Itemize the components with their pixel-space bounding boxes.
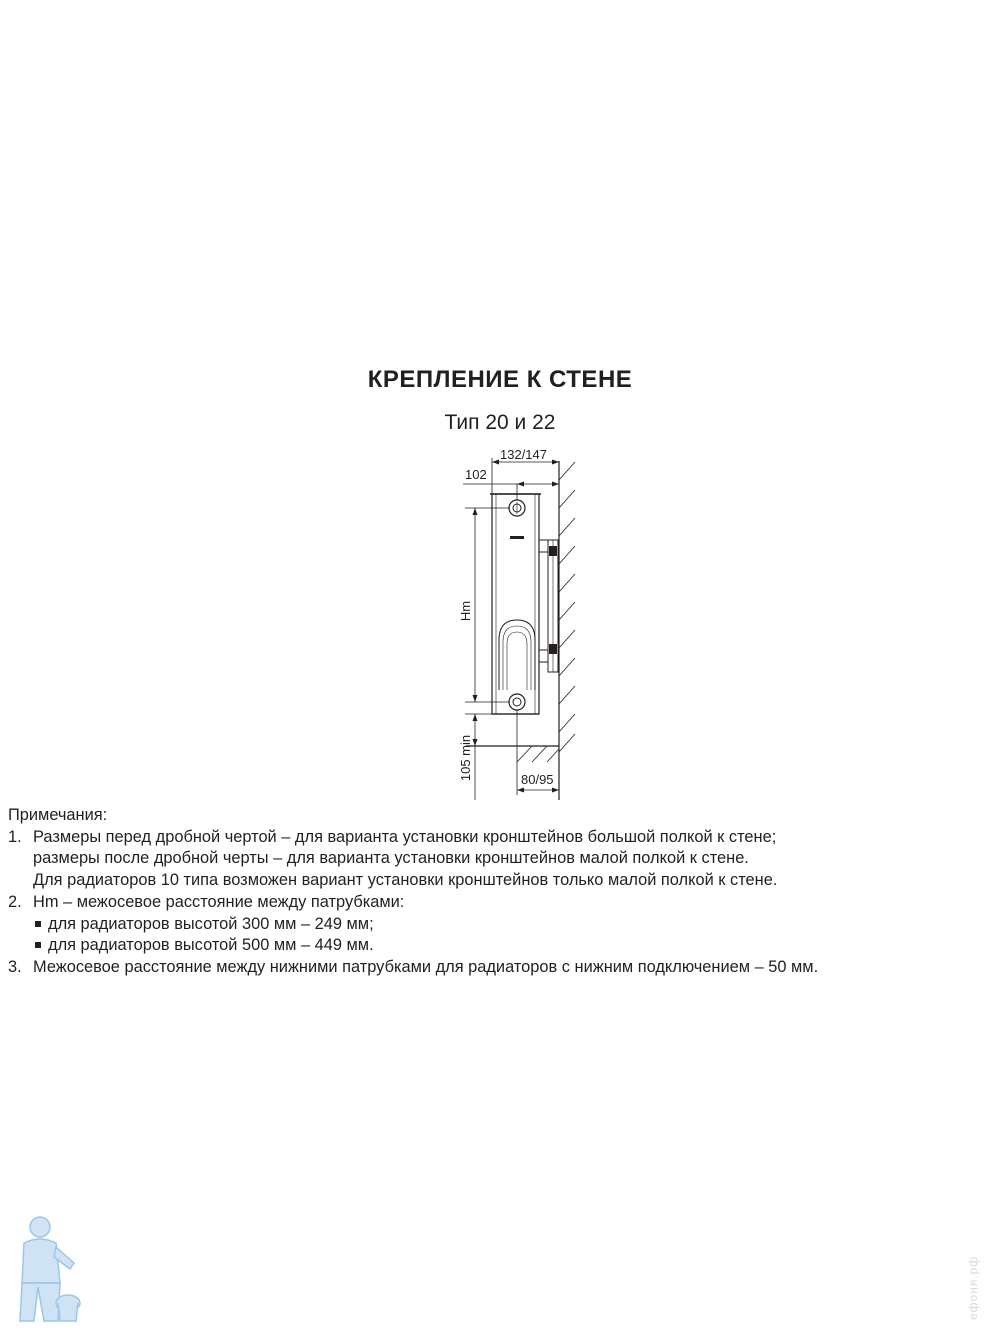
note-2: [8, 892, 993, 914]
convector-fins: [499, 620, 535, 690]
dim-offset-top: 102: [465, 467, 487, 482]
note-2-number: 2.: [8, 892, 22, 911]
note-1-line-1: Размеры перед дробной чертой – для варианта установки кронштейнов большой полкой к стене;: [33, 827, 777, 846]
note-3: [8, 957, 993, 979]
note-1-line-3: Для радиаторов 10 типа возможен вариант установки кронштейнов только малой полкой к стене.: [33, 871, 778, 890]
plumber-logo-icon: [14, 1213, 84, 1325]
note-2-bullet-2: для радиаторов высотой 500 мм – 449 мм.: [8, 935, 993, 957]
page-title: КРЕПЛЕНИЕ К СТЕНЕ: [367, 366, 633, 393]
note-1-number: 1.: [8, 827, 22, 846]
note-3-number: 3.: [8, 957, 22, 976]
wall-hatch: [559, 462, 575, 752]
bottom-nipple: [509, 694, 525, 710]
notes: [8, 805, 993, 979]
dim-bottom-depth: 80/95: [521, 772, 554, 787]
dim-depth-top: 132/147: [500, 447, 547, 462]
note-2-line-1: Hm – межосевое расстояние между патрубками:: [33, 892, 405, 911]
dim-floor-gap: 105 min: [458, 734, 473, 782]
bullet-square-icon: [35, 921, 41, 927]
note-1: [8, 827, 993, 849]
watermark: ефоня.рф: [966, 1255, 980, 1320]
bullet-square-icon: [35, 942, 41, 948]
notes-header: Примечания:: [8, 806, 108, 824]
page-subtitle: Тип 20 и 22: [444, 411, 556, 434]
note-1-line-2: размеры после дробной черты – для варианта установки кронштейнов малой полкой к стене.: [33, 849, 749, 868]
note-3-line-1: Межосевое расстояние между нижними патрубками для радиаторов с нижним подключением – 50 мм.: [33, 957, 819, 976]
floor-hatch: [517, 746, 559, 762]
note-2-bullet-1: для радиаторов высотой 300 мм – 249 мм;: [8, 914, 993, 936]
dim-height: Hm: [458, 600, 473, 622]
